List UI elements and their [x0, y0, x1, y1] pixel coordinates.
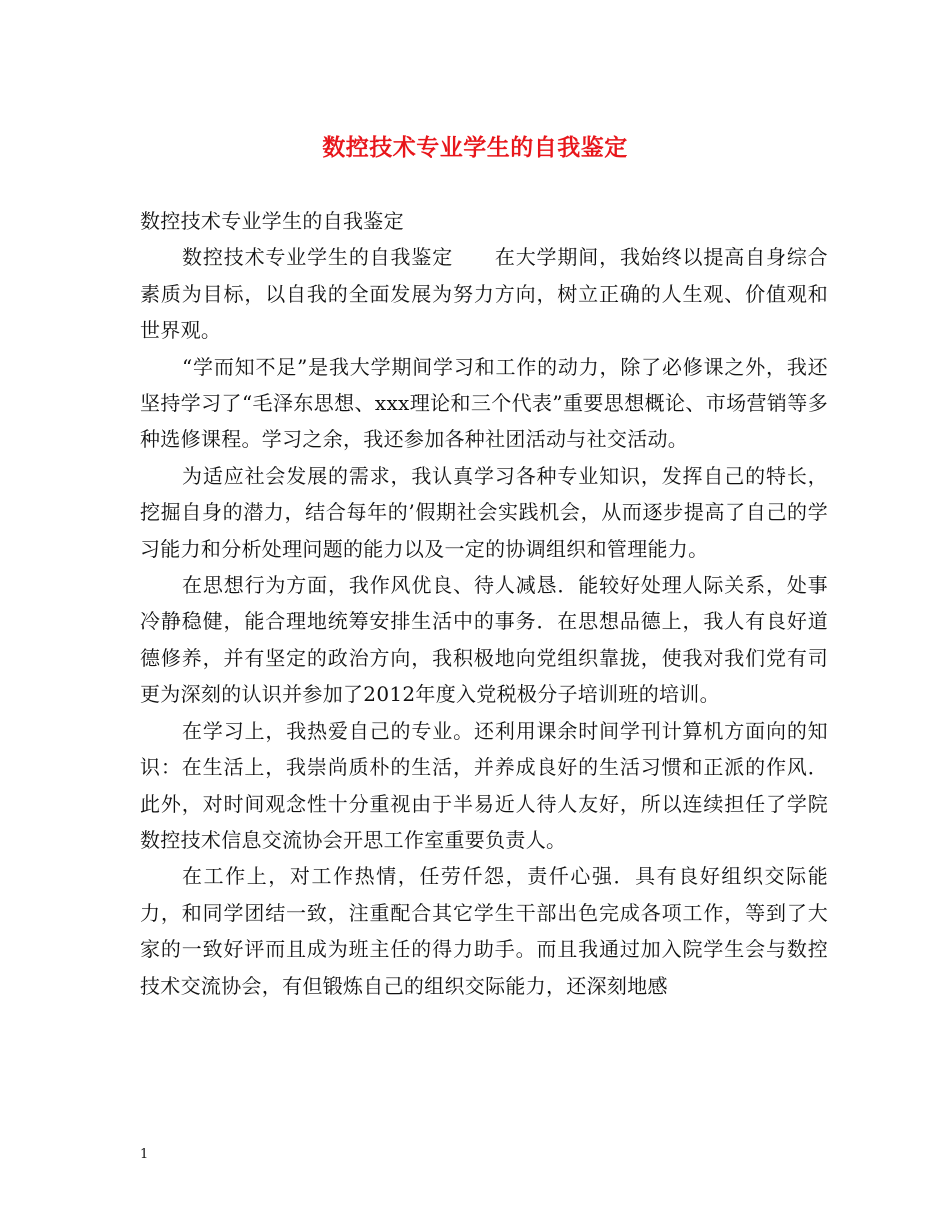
document-title: 数控技术专业学生的自我鉴定 — [322, 134, 628, 161]
paragraph: “学而知不足”是我大学期间学习和工作的动力，除了必修课之外，我还坚持学习了“毛泽东思想、xxx理论和三个代表”重要思想概论、市场营销等多种选修课程。学习之余，我还参加各种社团活动与社交活动。 — [140, 354, 828, 452]
document-body — [140, 203, 828, 1004]
paragraph: 为适应社会发展的需求，我认真学习各种专业知识，发挥自己的特长，挖掘自身的潜力，结合每年的’假期社会实践机会，从而逐步提高了自己的学习能力和分析处理问题的能力以及一定的协调组织和管理能力。 — [140, 463, 828, 561]
document-subtitle: 数控技术专业学生的自我鉴定 — [140, 209, 404, 233]
paragraph: 在学习上，我热爱自己的专业。还利用课余时间学刊计算机方面向的知识：在生活上，我崇尚质朴的生活，并养成良好的生活习惯和正派的作风．此外，对时间观念性十分重视由于半易近人待人友好，所以连续担任了学院数控技术信息交流协会开思工作室重要负责人。 — [140, 718, 828, 852]
paragraph: 数控技术专业学生的自我鉴定 在大学期间，我始终以提高自身综合素质为目标，以自我的全面发展为努力方向，树立正确的人生观、价值观和世界观。 — [140, 245, 828, 343]
paragraph: 在思想行为方面，我作风优良、待人减恳．能较好处理人际关系，处事冷静稳健，能合理地统筹安排生活中的事务．在思想品德上，我人有良好道德修养，并有坚定的政治方向，我积极地向党组织靠拢，使我对我们党有司更为深刻的认识并参加了2012年度入党税极分子培训班的培训。 — [140, 573, 828, 707]
page-number: 1 — [140, 1147, 149, 1162]
paragraph: 在工作上，对工作热情，任劳仟怨，责仟心强．具有良好组织交际能力，和同学团结一致，注重配合其它学生干部出色完成各项工作，等到了大家的一致好评而且成为班主任的得力助手。而且我通过加入院学生会与数控技术交流协会，有但锻炼自己的组织交际能力，还深刻地感 — [140, 864, 828, 998]
